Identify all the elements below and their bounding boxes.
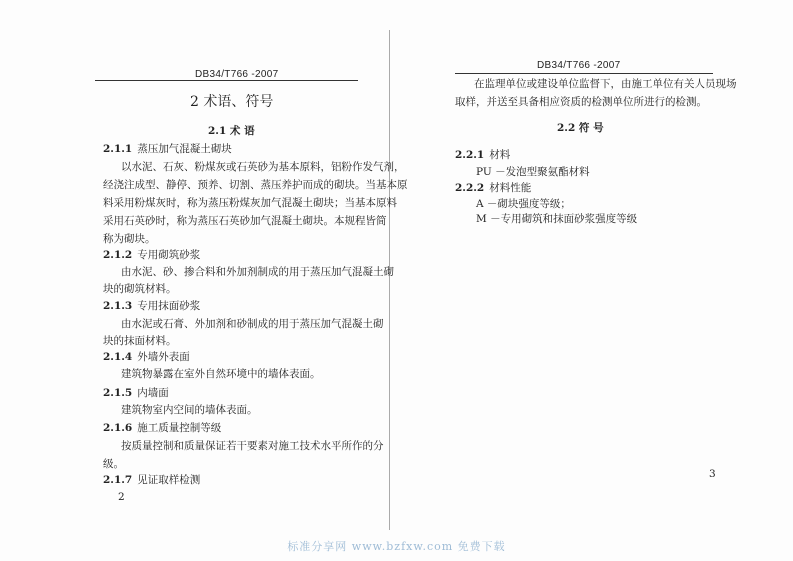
clause-heading (103, 421, 221, 435)
clause-number: 2.2.1 (455, 149, 485, 161)
clause-title: 材料 (489, 149, 511, 161)
left-page-header: DB34/T766 -2007 (195, 69, 279, 80)
right-body-line: 在监理单位或建设单位监督下，由施工单位有关人员现场 (474, 78, 737, 90)
page-fold-line (389, 30, 390, 530)
body-line: 建筑物暴露在室外自然环境中的墙体表面。 (121, 368, 321, 380)
clause-heading (455, 148, 510, 162)
body-line: 经浇注成型、静停、预养、切割、蒸压养护而成的砌块。当基本原 (103, 179, 408, 191)
body-line: 称为砌块。 (103, 233, 156, 245)
clause-title: 外墙外表面 (137, 351, 190, 363)
body-line: 按质量控制和质量保证若干要素对施工技术水平所作的分 (121, 440, 384, 452)
body-line: PU －发泡型聚氨酯材料 (476, 166, 590, 178)
body-line: 以水泥、石灰、粉煤灰或石英砂为基本原料，铝粉作发气剂， (121, 161, 405, 173)
right-page-header: DB34/T766 -2007 (537, 60, 621, 71)
clause-heading (103, 386, 169, 400)
body-line: M －专用砌筑和抹面砂浆强度等级 (476, 213, 638, 225)
body-line: 块的抹面材料。 (103, 335, 177, 347)
section-title-2-2: 2.2 符 号 (557, 122, 604, 134)
clause-number: 2.1.1 (103, 143, 133, 155)
clause-heading (103, 142, 232, 156)
clause-heading (103, 350, 190, 364)
clause-heading (103, 473, 200, 487)
right-page-number: 3 (709, 468, 716, 480)
body-line: 采用石英砂时，称为蒸压石英砂加气混凝土砌块。本规程皆简 (103, 215, 387, 227)
clause-title: 专用抹面砂浆 (137, 300, 201, 312)
section-title-2-1: 2.1 术 语 (208, 125, 255, 137)
clause-title: 专用砌筑砂浆 (137, 249, 201, 261)
body-line: 由水泥或石膏、外加剂和砂制成的用于蒸压加气混凝土砌 (121, 318, 384, 330)
clause-number: 2.1.5 (103, 387, 133, 399)
clause-number: 2.1.6 (103, 422, 133, 434)
clause-title: 见证取样检测 (137, 474, 201, 486)
clause-title: 蒸压加气混凝土砌块 (137, 143, 232, 155)
clause-number: 2.2.2 (455, 182, 485, 194)
body-line: 块的砌筑材料。 (103, 283, 177, 295)
body-line: 级。 (103, 458, 124, 470)
left-page-number: 2 (118, 491, 125, 503)
clause-number: 2.1.3 (103, 300, 133, 312)
clause-title: 内墙面 (137, 387, 169, 399)
clause-heading (103, 248, 200, 262)
clause-title: 材料性能 (489, 182, 532, 194)
clause-number: 2.1.7 (103, 474, 133, 486)
body-line: 料采用粉煤灰时，称为蒸压粉煤灰加气混凝土砌块；当基本原料 (103, 197, 397, 209)
chapter-title: 2 术语、符号 (190, 94, 274, 110)
body-line: 建筑物室内空间的墙体表面。 (121, 404, 258, 416)
right-body-line: 取样，并送至具备相应资质的检测单位所进行的检测。 (455, 96, 707, 108)
clause-number: 2.1.2 (103, 249, 133, 261)
clause-title: 施工质量控制等级 (137, 422, 222, 434)
right-header-rule (455, 73, 713, 74)
clause-heading (455, 181, 531, 195)
body-line: 由水泥、砂、掺合料和外加剂制成的用于蒸压加气混凝土砌 (121, 266, 394, 278)
clause-heading (103, 299, 200, 313)
clause-number: 2.1.4 (103, 351, 133, 363)
watermark: 标准分享网 www.bzfxw.com 免费下载 (287, 540, 506, 553)
body-line: A －砌块强度等级； (476, 198, 571, 210)
left-header-rule (95, 80, 358, 81)
